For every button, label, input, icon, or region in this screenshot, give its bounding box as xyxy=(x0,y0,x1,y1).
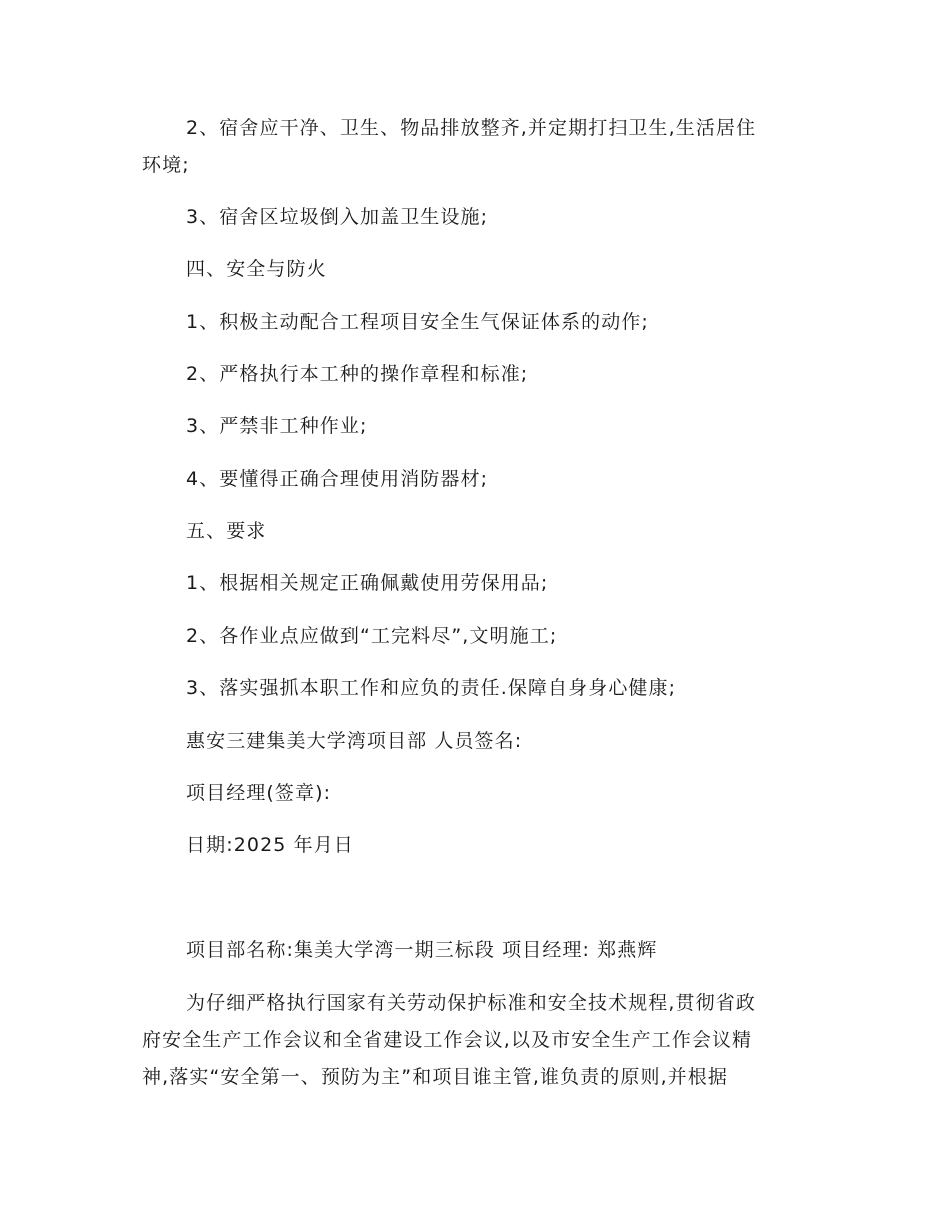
paragraph-line: 3、严禁非工种作业; xyxy=(186,415,368,437)
paragraph-line: 府安全生产工作会议和全省建设工作会议,以及市安全生产工作会议精 xyxy=(142,1029,753,1051)
paragraph-line: 1、积极主动配合工程项目安全生气保证体系的动作; xyxy=(186,311,649,333)
paragraph-line: 为仔细严格执行国家有关劳动保护标准和安全技术规程,贯彻省政 xyxy=(186,992,756,1014)
paragraph-line: 4、要懂得正确合理使用消防器材; xyxy=(186,468,489,490)
section-heading: 五、要求 xyxy=(186,520,267,542)
manager-signature-label: 项目经理(签章): xyxy=(186,782,332,804)
section-heading: 四、安全与防火 xyxy=(186,258,327,280)
paragraph-line: 环境; xyxy=(142,154,190,176)
paragraph-line: 神,落实“安全第一、预防为主”和项目谁主管,谁负责的原则,并根据 xyxy=(142,1066,729,1088)
paragraph-line: 2、各作业点应做到“工完料尽”,文明施工; xyxy=(186,625,558,647)
project-info-line: 项目部名称:集美大学湾一期三标段 项目经理: 郑燕辉 xyxy=(186,939,658,961)
date-line: 日期:2025 年月日 xyxy=(186,834,354,856)
paragraph-line: 1、根据相关规定正确佩戴使用劳保用品; xyxy=(186,572,549,594)
paragraph-line: 3、宿舍区垃圾倒入加盖卫生设施; xyxy=(186,206,489,228)
paragraph-line: 3、落实强抓本职工作和应负的责任.保障自身身心健康; xyxy=(186,677,677,699)
signature-label: 惠安三建集美大学湾项目部 人员签名: xyxy=(186,730,523,752)
paragraph-line: 2、宿舍应干净、卫生、物品排放整齐,并定期打扫卫生,生活居住 xyxy=(186,117,757,139)
paragraph-line: 2、严格执行本工种的操作章程和标准; xyxy=(186,363,529,385)
